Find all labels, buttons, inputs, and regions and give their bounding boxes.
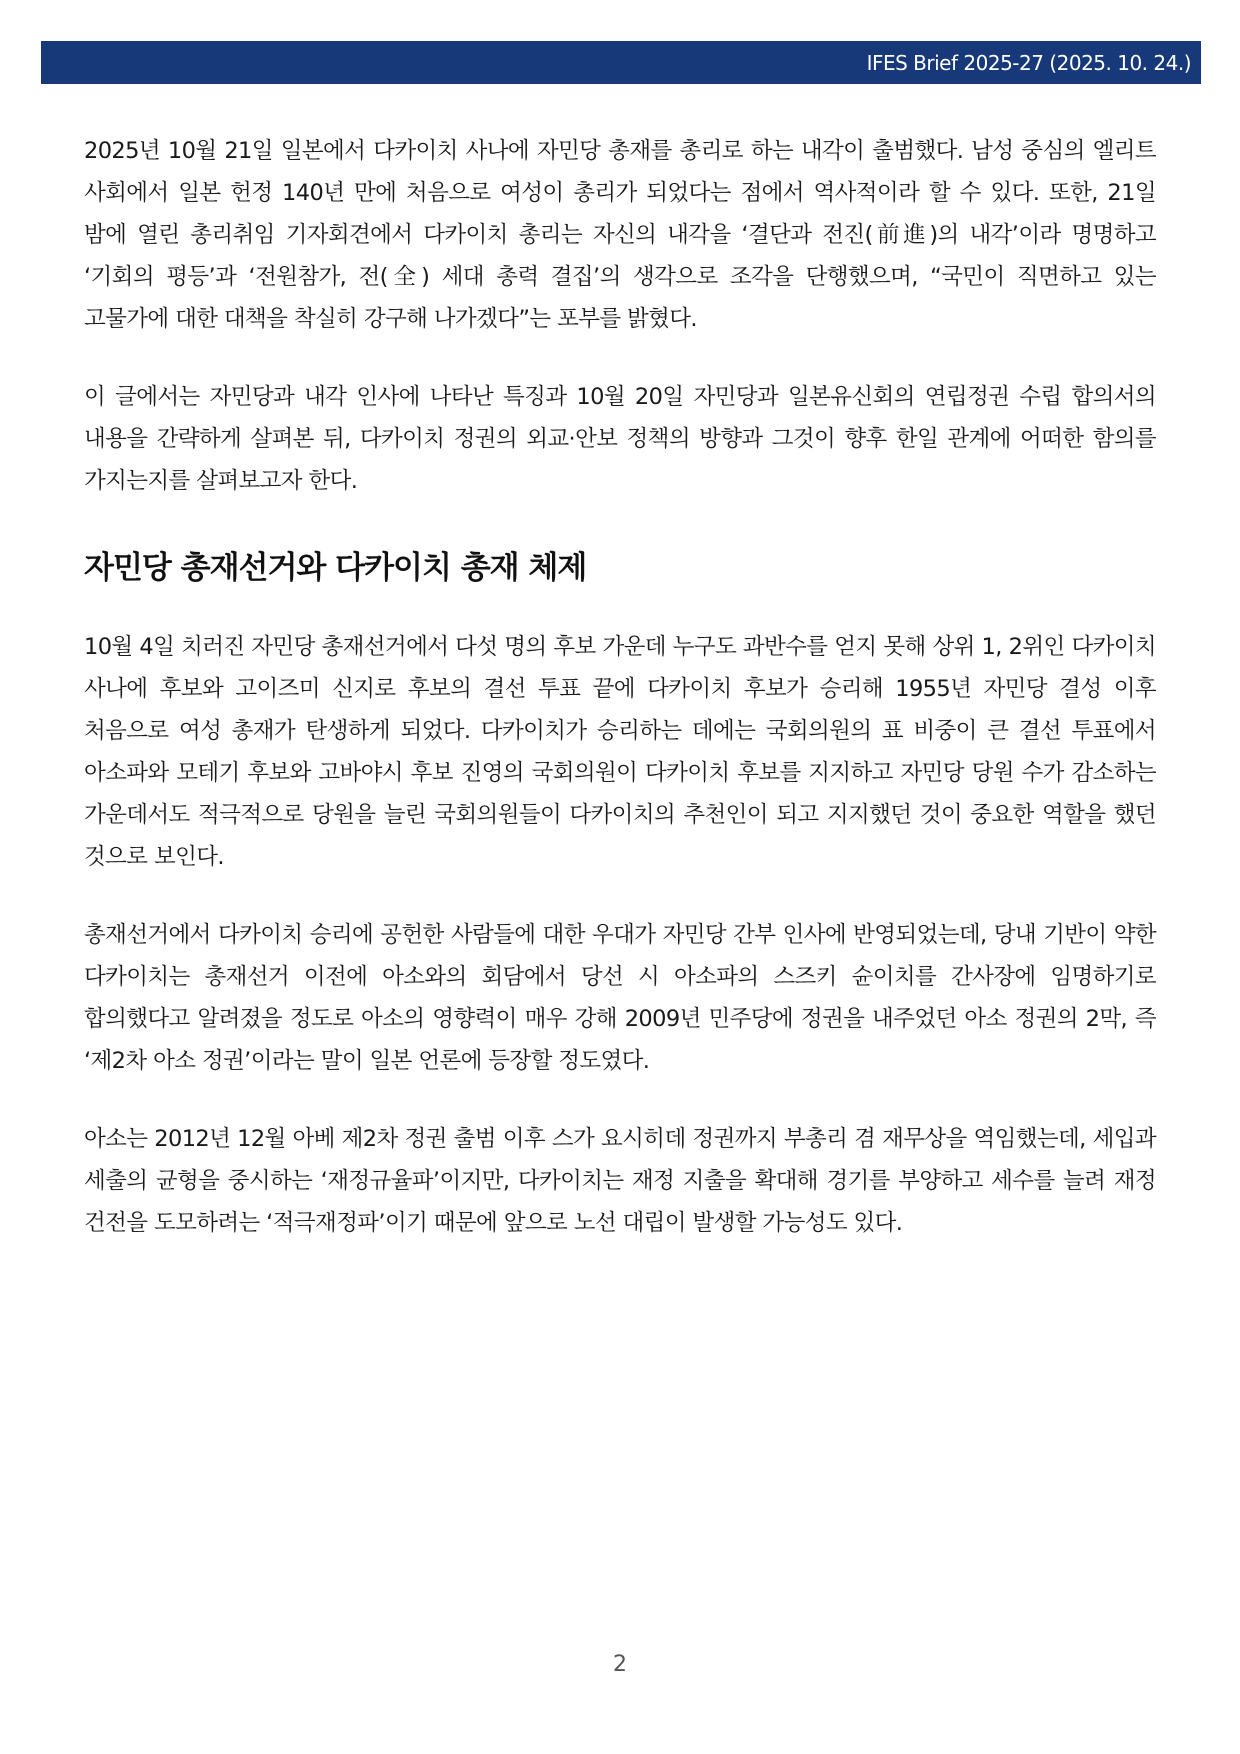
paragraph-fiscal-policy: 아소는 2012년 12월 아베 제2차 정권 출범 이후 스가 요시히데 정권까지 부총리 겸 재무상을 역임했는데, 세입과 세출의 균형을 중시하는 ‘재정규율파’이지만, 다카이치는 재정 지출을 확대해 경기를 부양하고 세수를 늘려 재정 건전을 도모하려는 ‘적극재정파’이기 때문에 앞으로 노선 대립이 발생할 가능성도 있다. — [84, 1126, 1156, 1236]
paragraph-purpose: 이 글에서는 자민당과 내각 인사에 나타난 특징과 10월 20일 자민당과 일본유신회의 연립정권 수립 합의서의 내용을 간략하게 살펴본 뒤, 다카이치 정권의 외교·안보 정책의 방향과 그것이 향후 한일 관계에 어떠한 함의를 가지는지를 살펴보고자 한다. — [84, 384, 1156, 494]
paragraph-spacer — [84, 878, 1156, 914]
heading-spacer — [84, 590, 1156, 626]
paragraph-intro: 2025년 10월 21일 일본에서 다카이치 사나에 자민당 총재를 총리로 하는 내각이 출범했다. 남성 중심의 엘리트 사회에서 일본 헌정 140년 만에 처음으로 여성이 총리가 되었다는 점에서 역사적이라 할 수 있다. 또한, 21일 밤에 열린 총리취임 기자회견에서 다카이치 총리는 자신의 내각을 ‘결단과 전진(前進)의 내각’이라 명명하고 ‘기회의 평등’과 ‘전원참가, 전(全) 세대 총력 결집’의 생각으로 조각을 단행했으며, “국민이 직면하고 있는 고물가에 대한 대책을 착실히 강구해 나가겠다”는 포부를 밝혔다. — [84, 138, 1156, 332]
page-number: 2 — [613, 1652, 627, 1677]
paragraph-election: 10월 4일 치러진 자민당 총재선거에서 다섯 명의 후보 가운데 누구도 과반수를 얻지 못해 상위 1, 2위인 다카이치 사나에 후보와 고이즈미 신지로 후보의 결선 투표 끝에 다카이치 후보가 승리해 1955년 자민당 결성 이후 처음으로 여성 총재가 탄생하게 되었다. 다카이치가 승리하는 데에는 국회의원의 표 비중이 큰 결선 투표에서 아소파와 모테기 후보와 고바야시 후보 진영의 국회의원이 다카이치 후보를 지지하고 자민당 당원 수가 감소하는 가운데서도 적극적으로 당원을 늘린 국회의원들이 다카이치의 추천인이 되고 지지했던 것이 중요한 역할을 했던 것으로 보인다. — [84, 634, 1156, 870]
paragraph-spacer — [84, 1082, 1156, 1118]
brief-label: IFES Brief 2025-27 (2025. 10. 24.) — [866, 50, 1191, 75]
document-header-bar — [41, 41, 1201, 84]
section-heading: 자민당 총재선거와 다카이치 총재 체제 — [84, 550, 587, 586]
section-spacer — [84, 502, 1156, 546]
document-body — [84, 130, 1156, 1244]
paragraph-spacer — [84, 340, 1156, 376]
paragraph-party-personnel: 총재선거에서 다카이치 승리에 공헌한 사람들에 대한 우대가 자민당 간부 인사에 반영되었는데, 당내 기반이 약한 다카이치는 총재선거 이전에 아소와의 회담에서 당선 시 아소파의 스즈키 슌이치를 간사장에 임명하기로 합의했다고 알려졌을 정도로 아소의 영향력이 매우 강해 2009년 민주당에 정권을 내주었던 아소 정권의 2막, 즉 ‘제2차 아소 정권’이라는 말이 일본 언론에 등장할 정도였다. — [84, 922, 1156, 1074]
